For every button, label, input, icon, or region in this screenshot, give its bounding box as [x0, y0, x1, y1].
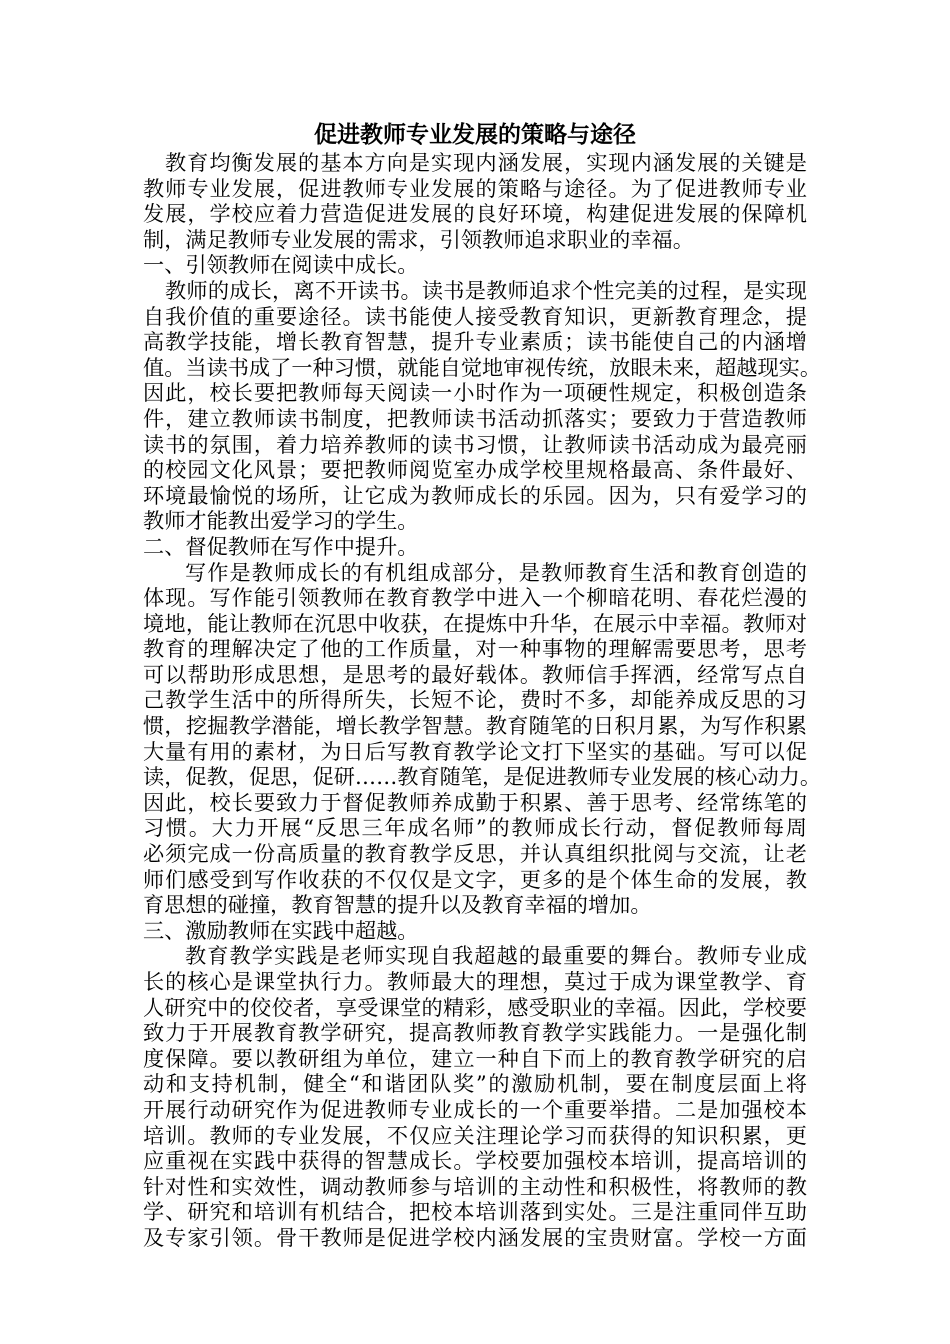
- text-line: 育思想的碰撞，教育智慧的提升以及教育幸福的增加。: [143, 892, 652, 918]
- text-line: 学、研究和培训有机结合，把校本培训落到实处。三是注重同伴互助: [143, 1199, 807, 1225]
- text-line: 开展行动研究作为促进教师专业成长的一个重要举措。二是加强校本: [143, 1096, 807, 1122]
- text-line: 体现。写作能引领教师在教育教学中进入一个柳暗花明、春花烂漫的: [143, 585, 807, 611]
- text-line: 一、引领教师在阅读中成长。: [143, 252, 419, 278]
- text-line: 二、督促教师在写作中提升。: [143, 533, 419, 559]
- text-line: 境地，能让教师在沉思中收获，在提炼中升华，在展示中幸福。教师对: [143, 610, 807, 636]
- text-line: 环境最愉悦的场所，让它成为教师成长的乐园。因为，只有爱学习的: [143, 482, 807, 508]
- text-line: 自我价值的重要途径。读书能使人接受教育知识，更新教育理念，提: [143, 303, 807, 329]
- text-line: 长的核心是课堂执行力。教师最大的理想，莫过于成为课堂教学、育: [143, 969, 807, 994]
- text-line: 教育均衡发展的基本方向是实现内涵发展，实现内涵发展的关键是: [165, 150, 807, 175]
- text-line: 值。当读书成了一种习惯，就能自觉地审视传统，放眼未来，超越现实。: [143, 354, 822, 380]
- text-line: 因此，校长要把教师每天阅读一小时作为一项硬性规定，积极创造条: [143, 380, 807, 406]
- text-line: 发展，学校应着力营造促进发展的良好环境，构建促进发展的保障机: [143, 201, 807, 227]
- text-line: 度保障。要以教研组为单位，建立一种自下而上的教育教学研究的启: [143, 1045, 807, 1071]
- text-line: 读书的氛围，着力培养教师的读书习惯，让教师读书活动成为最亮丽: [143, 431, 807, 457]
- text-line: 件，建立教师读书制度，把教师读书活动抓落实；要致力于营造教师: [143, 405, 807, 431]
- text-line: 及专家引领。骨干教师是促进学校内涵发展的宝贵财富。学校一方面: [143, 1224, 807, 1250]
- text-line: 习惯。大力开展“反思三年成名师”的教师成长行动，督促教师每周: [143, 815, 807, 841]
- text-line: 针对性和实效性，调动教师参与培训的主动性和积极性，将教师的教: [143, 1173, 807, 1199]
- text-line: 教育的理解决定了他的工作质量，对一种事物的理解需要思考，思考: [143, 636, 807, 662]
- text-line: 读，促教，促思，促研……教育随笔，是促进教师专业发展的核心动力。: [143, 764, 822, 790]
- text-line: 师们感受到写作收获的不仅仅是文字，更多的是个体生命的发展，教: [143, 866, 807, 892]
- text-line: 大量有用的素材，为日后写教育教学论文打下坚实的基础。写可以促: [143, 738, 807, 764]
- text-line: 致力于开展教育教学研究，提高教师教育教学实践能力。一是强化制: [143, 1020, 807, 1046]
- text-line: 可以帮助形成思想，是思考的最好载体。教师信手挥洒，经常写点自: [143, 661, 807, 687]
- text-line: 写作是教师成长的有机组成部分，是教师教育生活和教育创造的: [185, 559, 807, 585]
- text-line: 教师专业发展，促进教师专业发展的策略与途径。为了促进教师专业: [143, 175, 807, 201]
- text-line: 的校园文化风景；要把教师阅览室办成学校里规格最高、条件最好、: [143, 457, 807, 483]
- text-line: 必须完成一份高质量的教育教学反思，并认真组织批阅与交流，让老: [143, 841, 807, 867]
- document-body: [143, 120, 822, 1251]
- text-line: 惯，挖掘教学潜能，增长教学智慧。教育随笔的日积月累，为写作积累: [143, 713, 807, 739]
- text-line: 人研究中的佼佼者，享受课堂的精彩，感受职业的幸福。因此，学校要: [143, 994, 807, 1020]
- text-line: 高教学技能，增长教育智慧，提升专业素质；读书能使自己的内涵增: [143, 329, 807, 355]
- text-line: 三、激励教师在实践中超越。: [143, 917, 419, 943]
- document-text: [143, 150, 822, 1251]
- text-line: 制，满足教师专业发展的需求，引领教师追求职业的幸福。: [143, 226, 694, 252]
- text-line: 因此，校长要致力于督促教师养成勤于积累、善于思考、经常练笔的: [143, 789, 807, 815]
- text-line: 己教学生活中的所得所失，长短不论，费时不多，却能养成反思的习: [143, 687, 807, 713]
- text-line: 教师的成长，离不开读书。读书是教师追求个性完美的过程，是实现: [165, 277, 807, 303]
- text-line: 教师才能教出爱学习的学生。: [143, 508, 419, 534]
- text-line: 培训。教师的专业发展，不仅应关注理论学习而获得的知识积累，更: [143, 1122, 807, 1148]
- text-line: 动和支持机制，健全“和谐团队奖”的激励机制，要在制度层面上将: [143, 1071, 807, 1097]
- text-line: 应重视在实践中获得的智慧成长。学校要加强校本培训，提高培训的: [143, 1148, 807, 1174]
- text-line: 教育教学实践是老师实现自我超越的最重要的舞台。教师专业成: [185, 943, 807, 969]
- document-title: 促进教师专业发展的策略与途径: [314, 121, 636, 148]
